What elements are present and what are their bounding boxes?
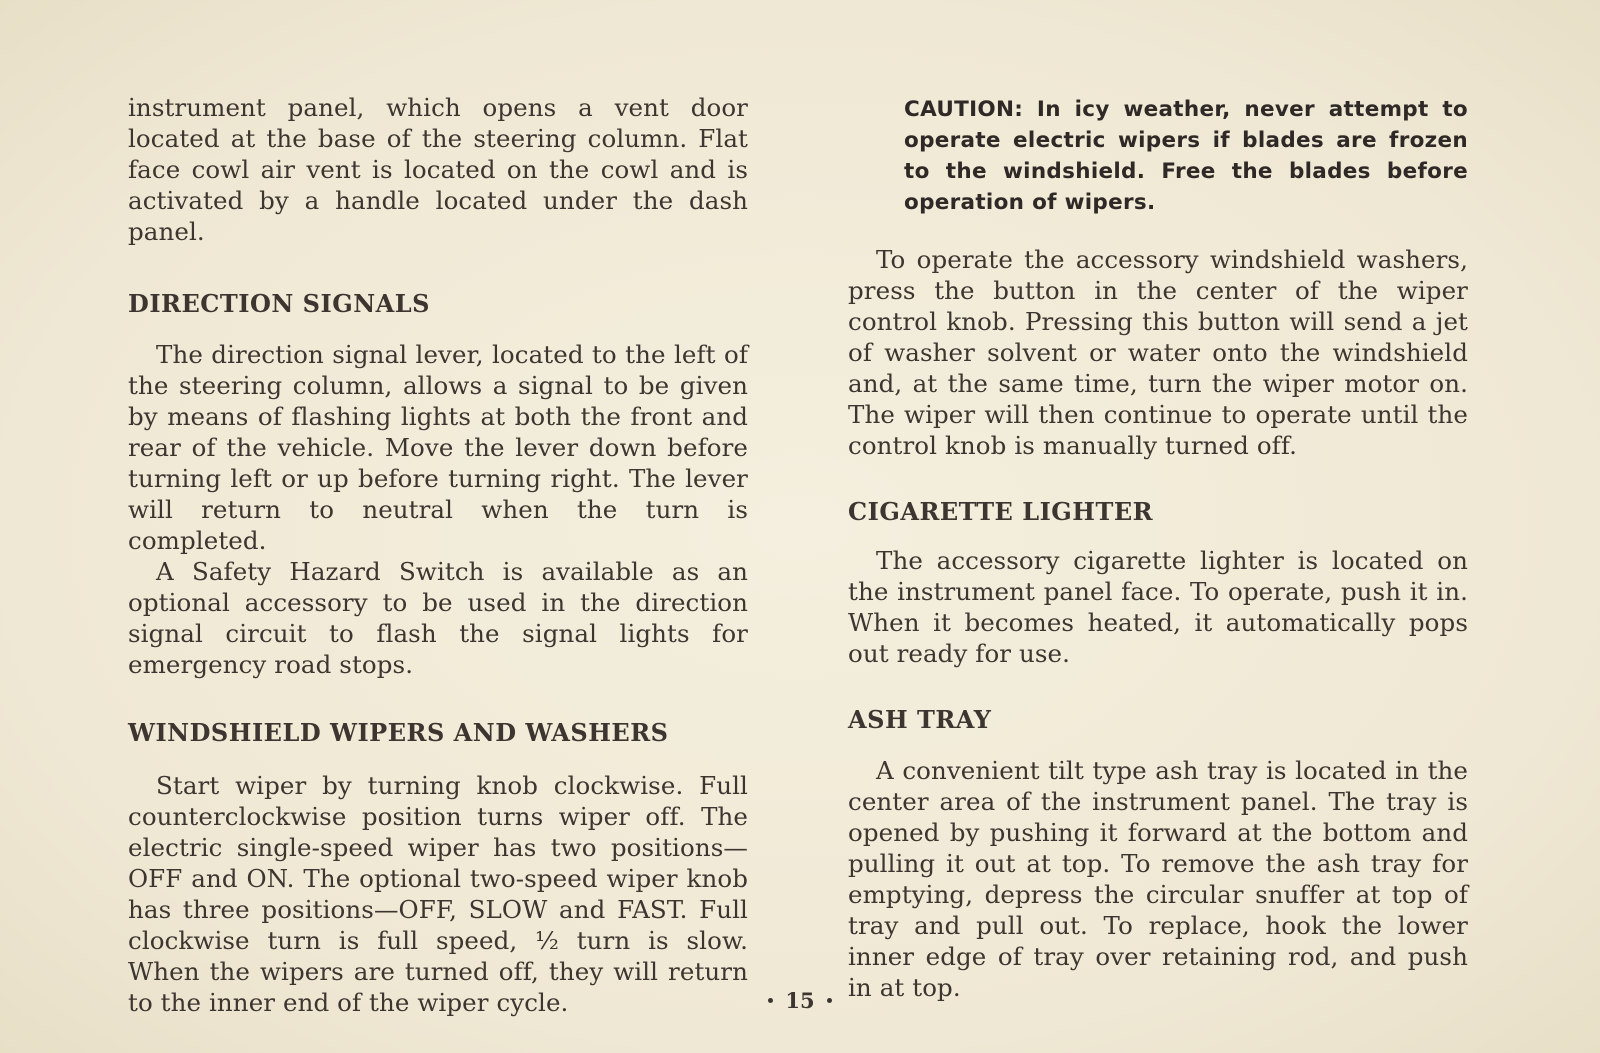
intro-paragraph: instrument panel, which opens a vent door located at the base of the steering column. Flat face cowl air vent is located on the cowl and is activated by a handle located under the dash panel. bbox=[128, 93, 748, 246]
page-number-text: 15 bbox=[785, 988, 815, 1013]
bullet-icon bbox=[768, 998, 773, 1003]
ash-tray-paragraph: A convenient tilt type ash tray is located in the center area of the instrument panel. The tray is opened by pushing it forward at the bottom and pulling it out at top. To remove the ash tray for emptying, depress the circular snuffer at top of tray and pull out. To replace, hook the lower inner edge of tray over retaining rod, and push in at top. bbox=[848, 756, 1468, 1002]
caution-notice: CAUTION: In icy weather, never attempt to operate electric wipers if blades are frozen to the windshield. Free the blades before operation of wipers. bbox=[904, 97, 1468, 215]
ash-tray-heading: ASH TRAY bbox=[848, 705, 992, 734]
windshield-wipers-paragraph: Start wiper by turning knob clockwise. Full counterclockwise position turns wiper off. The electric single-speed wiper has two positions—OFF and ON. The optional two-speed wiper knob has three positions—OFF, SLOW and FAST. Full clockwise turn is full speed, ½ turn is slow. When the wipers are turned off, they will return to the inner end of the wiper cycle. bbox=[128, 771, 748, 1017]
right-column bbox=[848, 92, 1468, 1003]
left-column bbox=[128, 92, 748, 1018]
bullet-icon bbox=[827, 998, 832, 1003]
direction-signals-heading: DIRECTION SIGNALS bbox=[128, 289, 430, 318]
direction-signals-paragraph: The direction signal lever, located to the left of the steering column, allows a signal to be given by means of flashing lights at both the front and rear of the vehicle. Move the lever down before turning left or up before turning right. The lever will return to neutral when the turn is completed. bbox=[128, 340, 748, 555]
cigarette-lighter-heading: CIGARETTE LIGHTER bbox=[848, 497, 1154, 526]
washers-paragraph: To operate the accessory windshield washers, press the button in the center of the wiper control knob. Pressing this button will send a jet of washer solvent or water onto the windshield and, at the same time, turn the wiper motor on. The wiper will then continue to operate until the control knob is manually turned off. bbox=[848, 245, 1468, 460]
windshield-wipers-heading: WINDSHIELD WIPERS AND WASHERS bbox=[128, 718, 669, 747]
hazard-switch-paragraph: A Safety Hazard Switch is available as an optional accessory to be used in the direction signal circuit to flash the signal lights for emergency road stops. bbox=[128, 557, 748, 679]
cigarette-lighter-paragraph: The accessory cigarette lighter is located on the instrument panel face. To operate, push it in. When it becomes heated, it automatically pops out ready for use. bbox=[848, 546, 1468, 668]
page-number bbox=[0, 988, 1600, 1013]
